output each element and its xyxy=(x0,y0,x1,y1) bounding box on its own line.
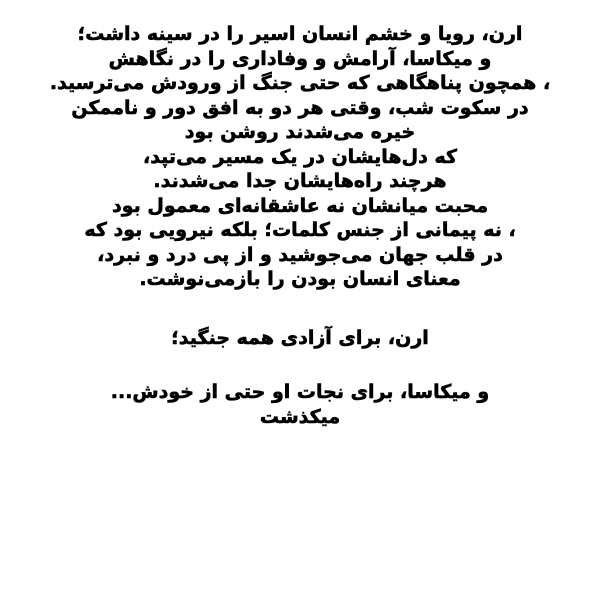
text-line: محبت میانشان نه عاشقانه‌ای معمول بود xyxy=(111,194,489,217)
text-line: ارن، برای آزادی همه جنگید؛ xyxy=(171,326,429,349)
text-line: هرچند راه‌هایشان جدا می‌شدند. xyxy=(153,170,447,192)
text-line: خیره می‌شدند روشن بود xyxy=(184,121,416,143)
paragraph-2 xyxy=(14,326,586,351)
paragraph-3 xyxy=(14,380,586,429)
text-line: ، نه پیمانی از جنس کلمات؛ بلکه نیرویی بود که xyxy=(84,219,516,241)
text-line: ارن، رویا و خشم انسان اسیر را در سینه داشت؛ xyxy=(77,23,523,45)
text-line: و میکاسا، برای نجات او حتی از خودش... xyxy=(110,381,490,403)
text-line: میکذشت xyxy=(259,405,341,428)
text-line: معنای انسان بودن را بازمی‌نوشت. xyxy=(139,268,461,290)
text-line: ، همچون پناهگاهی که حتی جنگ از ورودش می‌ترسید. xyxy=(49,72,551,94)
text-line: در سکوت شب، وقتی هر دو به افق دور و ناممکن xyxy=(71,96,529,119)
paragraph-1 xyxy=(14,22,586,292)
text-line: در قلب جهان می‌جوشید و از پی درد و نبرد، xyxy=(97,243,503,266)
text-line: و میکاسا، آرامش و وفاداری را در نگاهش xyxy=(108,47,492,70)
text-line: که دل‌هایشان در یک مسیر می‌تپد، xyxy=(142,145,458,168)
